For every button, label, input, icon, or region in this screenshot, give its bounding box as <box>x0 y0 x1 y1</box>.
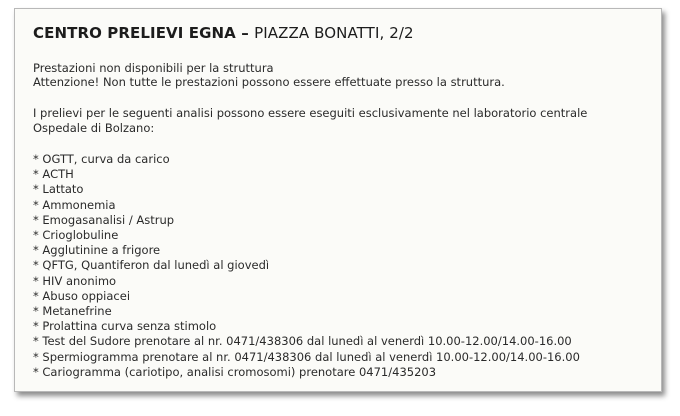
document-title <box>33 24 414 42</box>
title-address: PIAZZA BONATTI, 2/2 <box>254 24 414 42</box>
list-item: * Metanefrine <box>33 304 112 319</box>
list-item: * Crioglobuline <box>33 228 119 243</box>
title-separator: – <box>235 24 255 42</box>
intro-line-1: I prelievi per le seguenti analisi possono essere eseguiti esclusivamente nel laboratorio centrale <box>33 106 588 120</box>
list-item: * Cariogramma (cariotipo, analisi cromosomi) prenotare 0471/435203 <box>33 364 437 379</box>
title-center-name: CENTRO PRELIEVI EGNA <box>33 24 236 42</box>
list-item: * Ammonemia <box>33 197 116 212</box>
list-item: * Emogasanalisi / Astrup <box>33 212 175 227</box>
list-item: * QFTG, Quantiferon dal lunedì al giovedì <box>33 258 270 273</box>
document-page <box>14 8 662 392</box>
list-item: * Spermiogramma prenotare al nr. 0471/438306 dal lunedì al venerdì 10.00-12.00/14.00-16.00 <box>33 349 580 364</box>
analysis-list <box>33 152 580 380</box>
list-item: * OGTT, curva da carico <box>33 152 170 166</box>
intro-line-2: Ospedale di Bolzano: <box>33 121 155 135</box>
list-item: * Lattato <box>33 182 84 197</box>
list-item: * Prolattina curva senza stimolo <box>33 319 217 334</box>
list-item: * ACTH <box>33 167 74 182</box>
notice-line-2: Attenzione! Non tutte le prestazioni possono essere effettuate presso la struttura. <box>33 75 505 89</box>
list-item: * Test del Sudore prenotare al nr. 0471/438306 dal lunedì al venerdì 10.00-12.00/14.00-16.00 <box>33 334 572 349</box>
list-item: * Abuso oppiacei <box>33 288 131 303</box>
notice-line-1: Prestazioni non disponibili per la struttura <box>33 61 274 75</box>
list-item: * Agglutinine a frigore <box>33 243 161 258</box>
list-item: * HIV anonimo <box>33 273 117 288</box>
